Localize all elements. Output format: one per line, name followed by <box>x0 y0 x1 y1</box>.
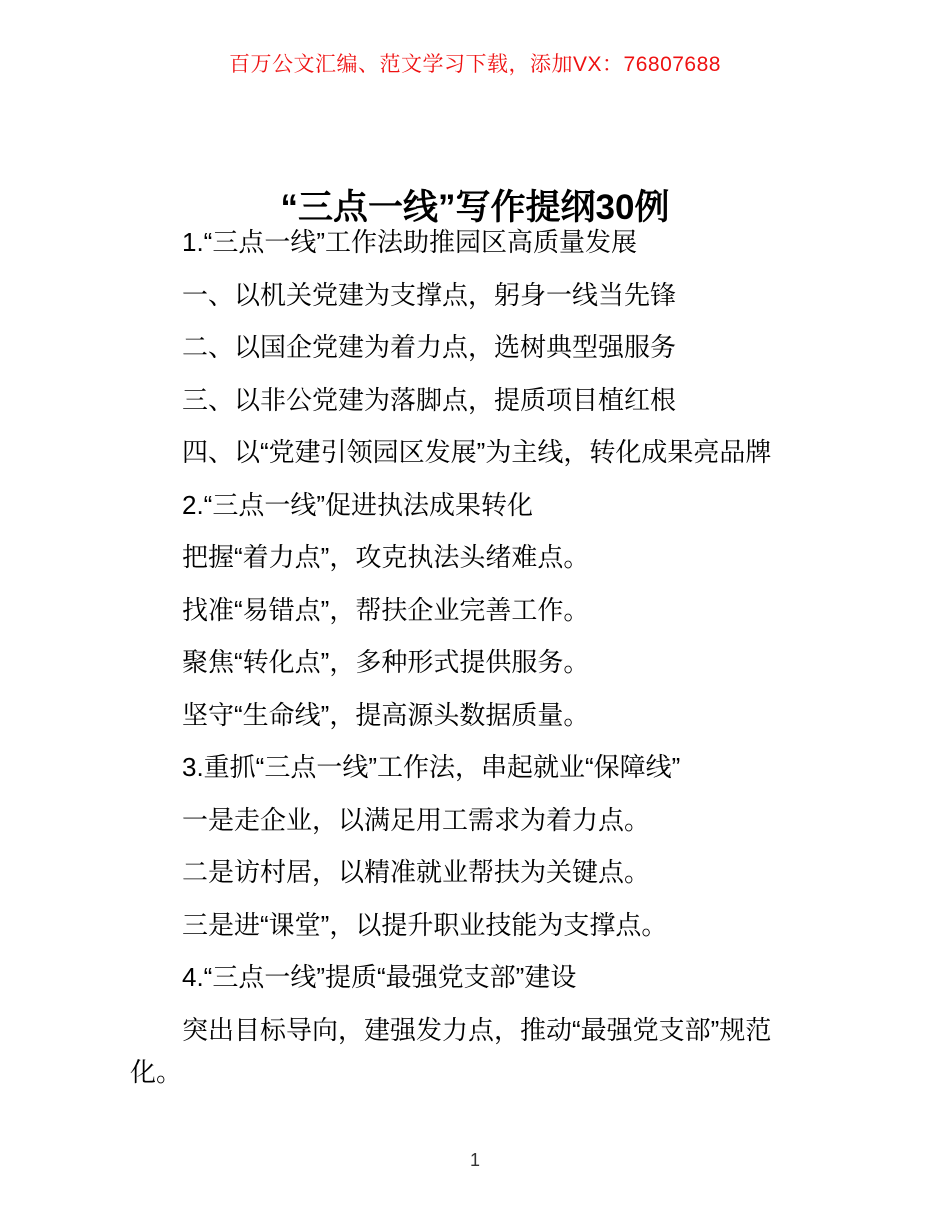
promo-banner-text: 百万公文汇编、范文学习下载，添加VX：76807688 <box>229 53 721 76</box>
document-title: “三点一线”写作提纲30例 <box>280 188 670 228</box>
paragraph-line: 把握“着力点”，攻克执法头绪难点。 <box>182 542 590 572</box>
paragraph-line: 4.“三点一线”提质“最强党支部”建设 <box>182 962 577 992</box>
paragraph-line: 二、以国企党建为着力点，选树典型强服务 <box>182 332 677 362</box>
paragraph-line: 聚焦“转化点”，多种形式提供服务。 <box>182 647 590 677</box>
paragraph-line: 突出目标导向，建强发力点，推动“最强党支部”规范化。 <box>130 1014 772 1087</box>
document-body <box>130 221 820 1103</box>
paragraph-line: 1.“三点一线”工作法助推园区高质量发展 <box>182 227 638 257</box>
paragraph-line: 找准“易错点”，帮扶企业完善工作。 <box>182 594 590 625</box>
paragraph-line: 三是进“课堂”，以提升职业技能为支撑点。 <box>182 909 668 940</box>
paragraph-line: 3.重抓“三点一线”工作法，串起就业“保障线” <box>182 752 681 782</box>
paragraph-line: 二是访村居，以精准就业帮扶为关键点。 <box>182 857 651 887</box>
paragraph-line: 2.“三点一线”促进执法成果转化 <box>182 489 534 520</box>
paragraph-line: 一、以机关党建为支撑点，躬身一线当先锋 <box>182 279 677 310</box>
paragraph-line: 一是走企业，以满足用工需求为着力点。 <box>182 804 651 835</box>
paragraph-line: 四、以“党建引领园区发展”为主线，转化成果亮品牌 <box>182 437 772 467</box>
page-number: 1 <box>469 1150 480 1170</box>
paragraph-line: 坚守“生命线”，提高源头数据质量。 <box>182 699 590 730</box>
paragraph-line: 三、以非公党建为落脚点，提质项目植红根 <box>182 384 677 415</box>
